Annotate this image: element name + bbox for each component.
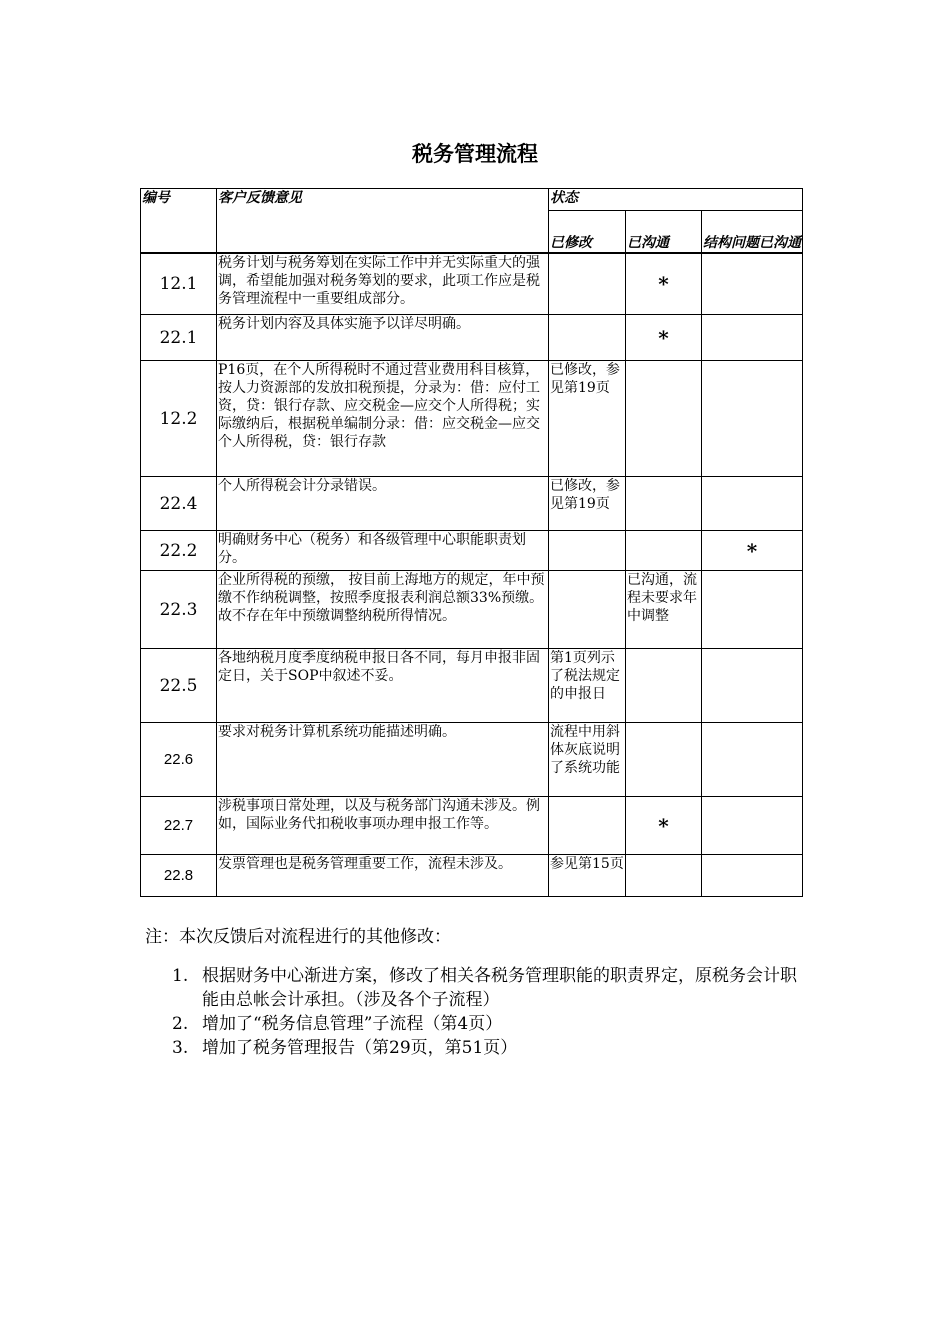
row-id: 12.2 (141, 361, 217, 477)
row-id: 22.3 (141, 571, 217, 649)
note-heading: 注：本次反馈后对流程进行的其他修改： (145, 927, 451, 947)
row-structural (702, 571, 803, 649)
row-feedback: 企业所得税的预缴， 按目前上海地方的规定，年中预缴不作纳税调整，按照季度报表利润总额33%预缴。故不存在年中预缴调整纳税所得情况。 (217, 571, 549, 649)
row-feedback: 要求对税务计算机系统功能描述明确。 (217, 723, 549, 797)
list-number: 1. (172, 966, 189, 986)
header-structural: 结构问题已沟通 (702, 211, 803, 253)
table-row (141, 723, 803, 797)
header-status: 状态 (549, 189, 803, 211)
row-structural (702, 477, 803, 531)
table-row (141, 571, 803, 649)
row-communicated (626, 723, 702, 797)
table-row (141, 253, 803, 315)
row-communicated (626, 477, 702, 531)
row-modified: 已修改，参见第19页 (549, 477, 626, 531)
row-communicated: * (626, 797, 702, 855)
row-feedback: 明确财务中心（税务）和各级管理中心职能职责划分。 (217, 531, 549, 571)
table-row (141, 649, 803, 723)
table-row (141, 855, 803, 897)
list-item (172, 1036, 812, 1060)
row-structural (702, 315, 803, 361)
row-communicated: * (626, 253, 702, 315)
row-modified (549, 797, 626, 855)
row-feedback: 税务计划内容及具体实施予以详尽明确。 (217, 315, 549, 361)
row-structural (702, 253, 803, 315)
row-feedback: P16页，在个人所得税时不通过营业费用科目核算，按人力资源部的发放扣税预提，分录为：借：应付工资，贷：银行存款、应交税金—应交个人所得税；实际缴纳后，根据税单编制分录：借：应交税金—应交个人所得税，贷：银行存款 (217, 361, 549, 477)
row-modified (549, 571, 626, 649)
table-row (141, 315, 803, 361)
row-feedback: 个人所得税会计分录错误。 (217, 477, 549, 531)
table-row (141, 797, 803, 855)
table-row (141, 477, 803, 531)
row-feedback: 涉税事项日常处理，以及与税务部门沟通未涉及。例如，国际业务代扣税收事项办理申报工作等。 (217, 797, 549, 855)
row-id: 22.1 (141, 315, 217, 361)
header-id: 编号 (141, 189, 217, 253)
row-structural (702, 361, 803, 477)
page-title: 税务管理流程 (412, 142, 538, 166)
row-modified: 第1页列示了税法规定的申报日 (549, 649, 626, 723)
row-communicated: * (626, 315, 702, 361)
row-modified (549, 253, 626, 315)
table-row (141, 531, 803, 571)
list-item (172, 964, 812, 1012)
header-modified: 已修改 (549, 211, 626, 253)
row-id: 12.1 (141, 253, 217, 315)
row-feedback: 各地纳税月度季度纳税申报日各不同，每月申报非固定日，关于SOP中叙述不妥。 (217, 649, 549, 723)
row-communicated (626, 361, 702, 477)
row-id: 22.6 (141, 723, 217, 797)
row-modified: 流程中用斜体灰底说明了系统功能 (549, 723, 626, 797)
row-communicated (626, 649, 702, 723)
row-modified (549, 315, 626, 361)
row-modified (549, 531, 626, 571)
row-feedback: 发票管理也是税务管理重要工作，流程未涉及。 (217, 855, 549, 897)
row-structural (702, 723, 803, 797)
row-structural (702, 649, 803, 723)
row-feedback: 税务计划与税务筹划在实际工作中并无实际重大的强调，希望能加强对税务筹划的要求，此项工作应是税务管理流程中一重要组成部分。 (217, 253, 549, 315)
header-feedback: 客户反馈意见 (217, 189, 549, 253)
row-id: 22.8 (141, 855, 217, 897)
row-structural (702, 797, 803, 855)
row-id: 22.4 (141, 477, 217, 531)
row-modified: 参见第15页 (549, 855, 626, 897)
row-communicated (626, 531, 702, 571)
list-text: 增加了税务管理报告（第29页，第51页） (202, 1038, 518, 1058)
list-number: 3. (172, 1038, 189, 1058)
row-communicated: 已沟通，流程未要求年中调整 (626, 571, 702, 649)
list-item (172, 1012, 812, 1036)
row-structural: * (702, 531, 803, 571)
row-id: 22.7 (141, 797, 217, 855)
row-modified: 已修改，参见第19页 (549, 361, 626, 477)
row-id: 22.2 (141, 531, 217, 571)
feedback-table (140, 188, 803, 897)
list-number: 2. (172, 1014, 189, 1034)
list-text: 增加了“税务信息管理”子流程（第4页） (202, 1014, 503, 1034)
row-communicated (626, 855, 702, 897)
table-row (141, 361, 803, 477)
row-structural (702, 855, 803, 897)
modification-list (172, 964, 812, 1060)
list-text: 根据财务中心渐进方案，修改了相关各税务管理职能的职责界定，原税务会计职能由总帐会计承担。（涉及各个子流程） (202, 966, 797, 1010)
row-id: 22.5 (141, 649, 217, 723)
header-communicated: 已沟通 (626, 211, 702, 253)
